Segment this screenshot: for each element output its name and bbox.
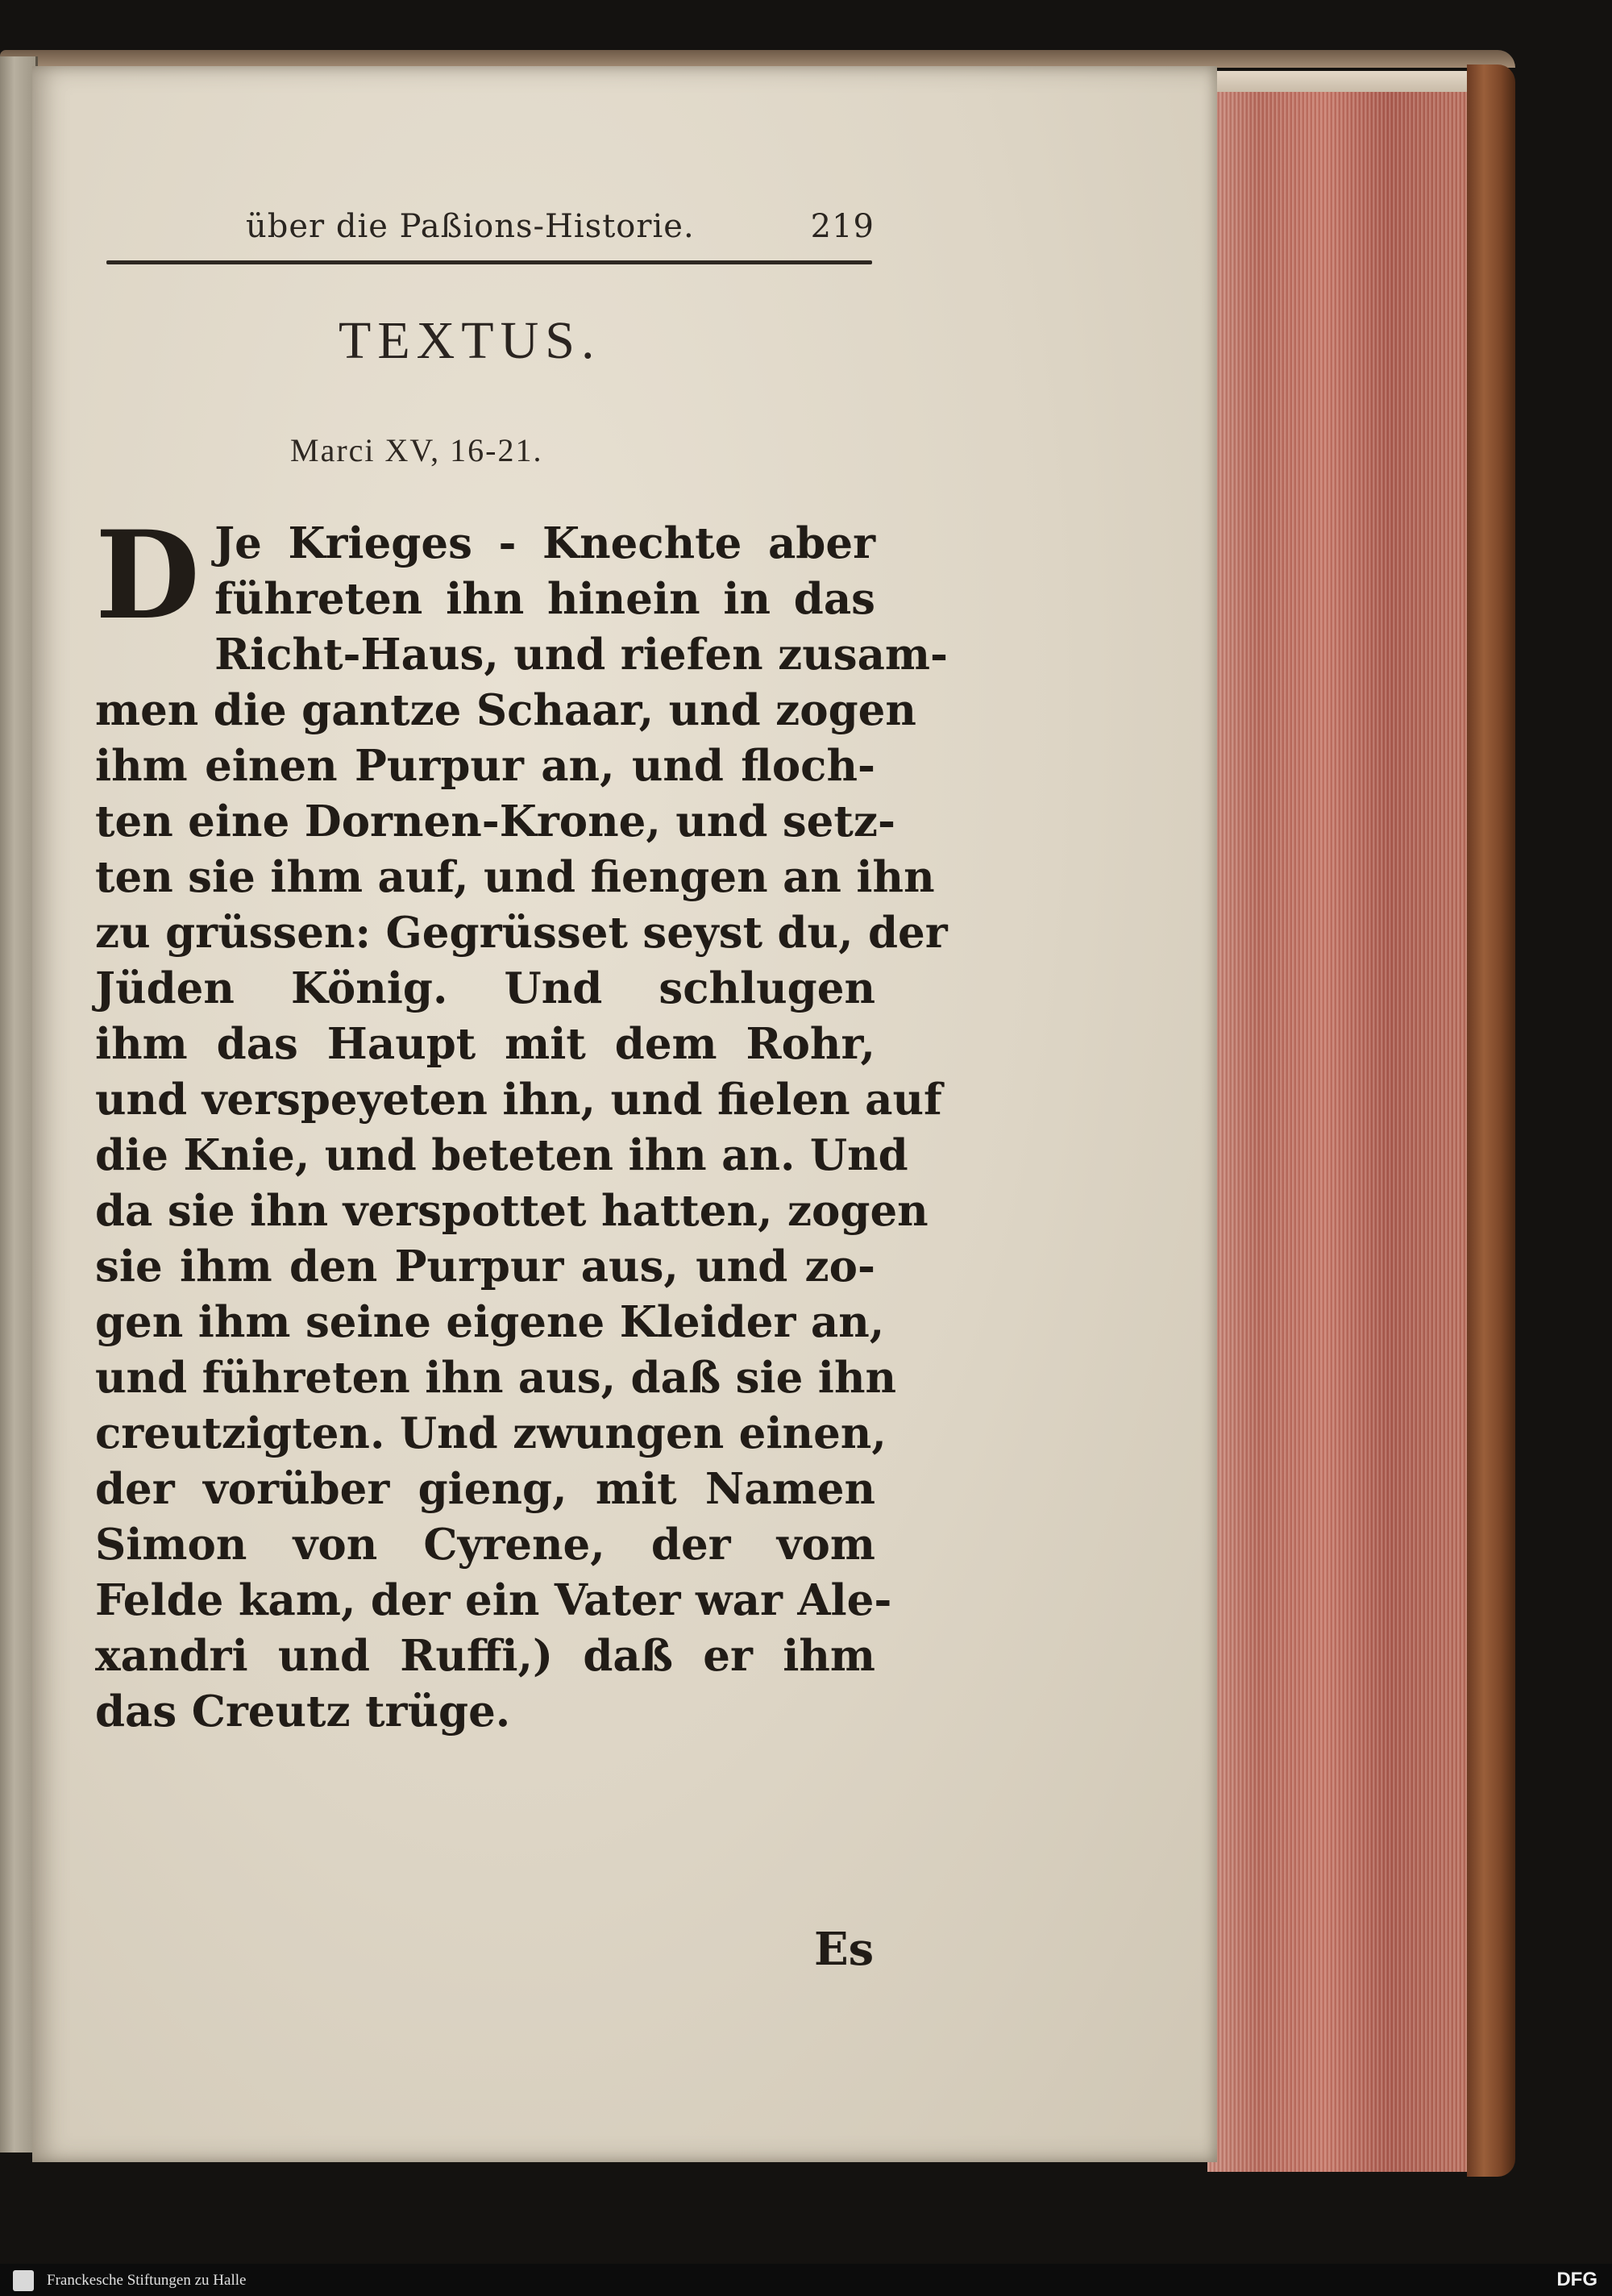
text-line: führeten ihn hinein in das [214, 574, 875, 624]
text-line-last: das Creutz trüge. [95, 1687, 511, 1737]
text-line: da sie ihn verspottet hatten, zogen [95, 1186, 929, 1236]
page-number: 219 [810, 208, 875, 245]
text-line: die Knie, und beteten ihn an. Und [95, 1130, 908, 1180]
scripture-citation: Marci XV, 16-21. [290, 432, 543, 468]
page-fore-edge [1207, 71, 1467, 2172]
text-line: zu grüssen: Gegrüsset seyst du, der [95, 908, 948, 958]
running-title: über die Paßions-Historie. [246, 208, 695, 245]
text-line: und führeten ihn aus, daß sie ihn [95, 1353, 897, 1403]
book-top-edge [0, 50, 1515, 68]
dfg-logo: DFG [1556, 2269, 1597, 2290]
text-line: ihm das Haupt mit dem Rohr, [95, 1019, 875, 1069]
text-line: sie ihm den Purpur aus, und zo- [95, 1242, 875, 1292]
text-line: men die gantze Schaar, und zogen [95, 685, 916, 735]
body-text [95, 505, 948, 1740]
institution-logo-icon [13, 2270, 34, 2291]
section-heading: TEXTUS. [339, 311, 601, 370]
drop-capital: D [95, 505, 201, 647]
text-line: ten eine Dornen-Krone, und setz- [95, 797, 895, 846]
text-line: Richt-Haus, und riefen zusam- [214, 630, 948, 680]
text-line: gen ihm seine eigene Kleider an, [95, 1297, 885, 1347]
footer-bar [0, 2264, 1612, 2296]
catchword: Es [814, 1923, 875, 1976]
institution-name: Franckesche Stiftungen zu Halle [47, 2272, 247, 2289]
book-cover-edge [1467, 64, 1515, 2177]
text-line: creutzigten. Und zwungen einen, [95, 1408, 887, 1458]
text-line: Simon von Cyrene, der vom [95, 1520, 875, 1570]
text-line: ten sie ihm auf, und fiengen an ihn [95, 852, 935, 902]
text-line: und verspeyeten ihn, und fielen auf [95, 1075, 942, 1125]
text-line: xandri und Ruffi,) daß er ihm [95, 1631, 875, 1681]
text-line: Je Krieges - Knechte aber [214, 518, 875, 568]
text-line: der vorüber gieng, mit Namen [95, 1464, 875, 1514]
text-line: Felde kam, der ein Vater war Ale- [95, 1575, 892, 1625]
header-rule [106, 260, 872, 264]
text-line: Jüden König. Und schlugen [95, 963, 875, 1013]
text-line: ihm einen Purpur an, und floch- [95, 741, 875, 791]
running-header [246, 208, 875, 248]
